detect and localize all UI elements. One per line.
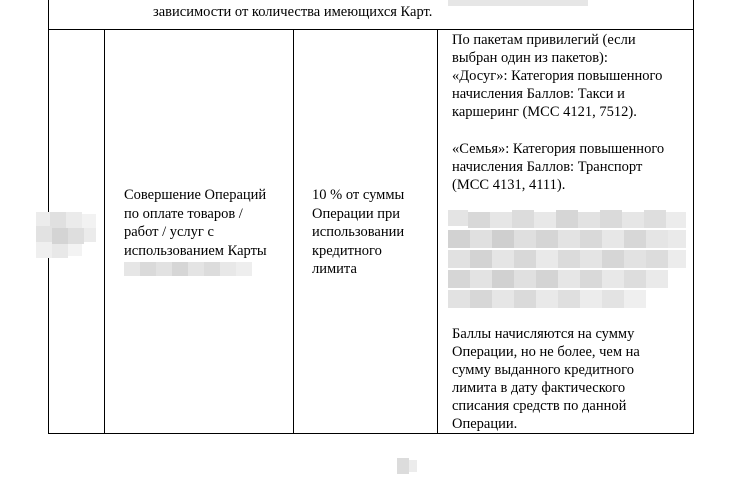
rate-line: 10 % от суммы <box>312 187 405 203</box>
redacted-row-number <box>36 212 98 258</box>
column-divider-2 <box>293 29 294 434</box>
operation-line: работ / услуг с <box>124 224 214 240</box>
points-line: Операции, но не более, чем на <box>452 344 640 360</box>
privileges-line: «Досуг»: Категория повышенного <box>452 68 663 84</box>
points-line: Баллы начисляются на сумму <box>452 326 635 342</box>
privileges-line: По пакетам привилегий (если <box>452 32 636 48</box>
privileges-line: выбран один из пакетов): <box>452 50 608 66</box>
redacted-page-mark <box>397 458 419 474</box>
operation-line: использованием Карты <box>124 243 267 259</box>
points-line: Операции. <box>452 416 518 432</box>
redacted-privileges-block <box>448 210 688 310</box>
redacted-top-fragment <box>448 0 588 6</box>
rate-line: использовании <box>312 224 405 240</box>
rate-line: лимита <box>312 261 357 277</box>
column-divider-3 <box>437 29 438 434</box>
family-line: начисления Баллов: Транспорт <box>452 159 643 175</box>
operation-line: по оплате товаров / <box>124 206 243 222</box>
rate-line: кредитного <box>312 243 382 259</box>
column-divider-1 <box>104 29 105 434</box>
points-line: лимита в дату фактического <box>452 380 626 396</box>
operation-line: Совершение Операций <box>124 187 267 203</box>
points-line: списания средств по данной <box>452 398 627 414</box>
privileges-line: начисления Баллов: Такси и <box>452 86 625 102</box>
rate-line: Операции при <box>312 206 401 222</box>
points-line: сумму выданного кредитного <box>452 362 635 378</box>
family-line: (MCC 4131, 4111). <box>452 177 566 193</box>
row-separator <box>48 29 694 30</box>
privileges-line: каршеринг (MCC 4121, 7512). <box>452 104 637 120</box>
redacted-operation-fragment <box>124 262 252 276</box>
top-row-text: зависимости от количества имеющихся Карт. <box>153 4 433 20</box>
family-line: «Семья»: Категория повышенного <box>452 141 665 157</box>
